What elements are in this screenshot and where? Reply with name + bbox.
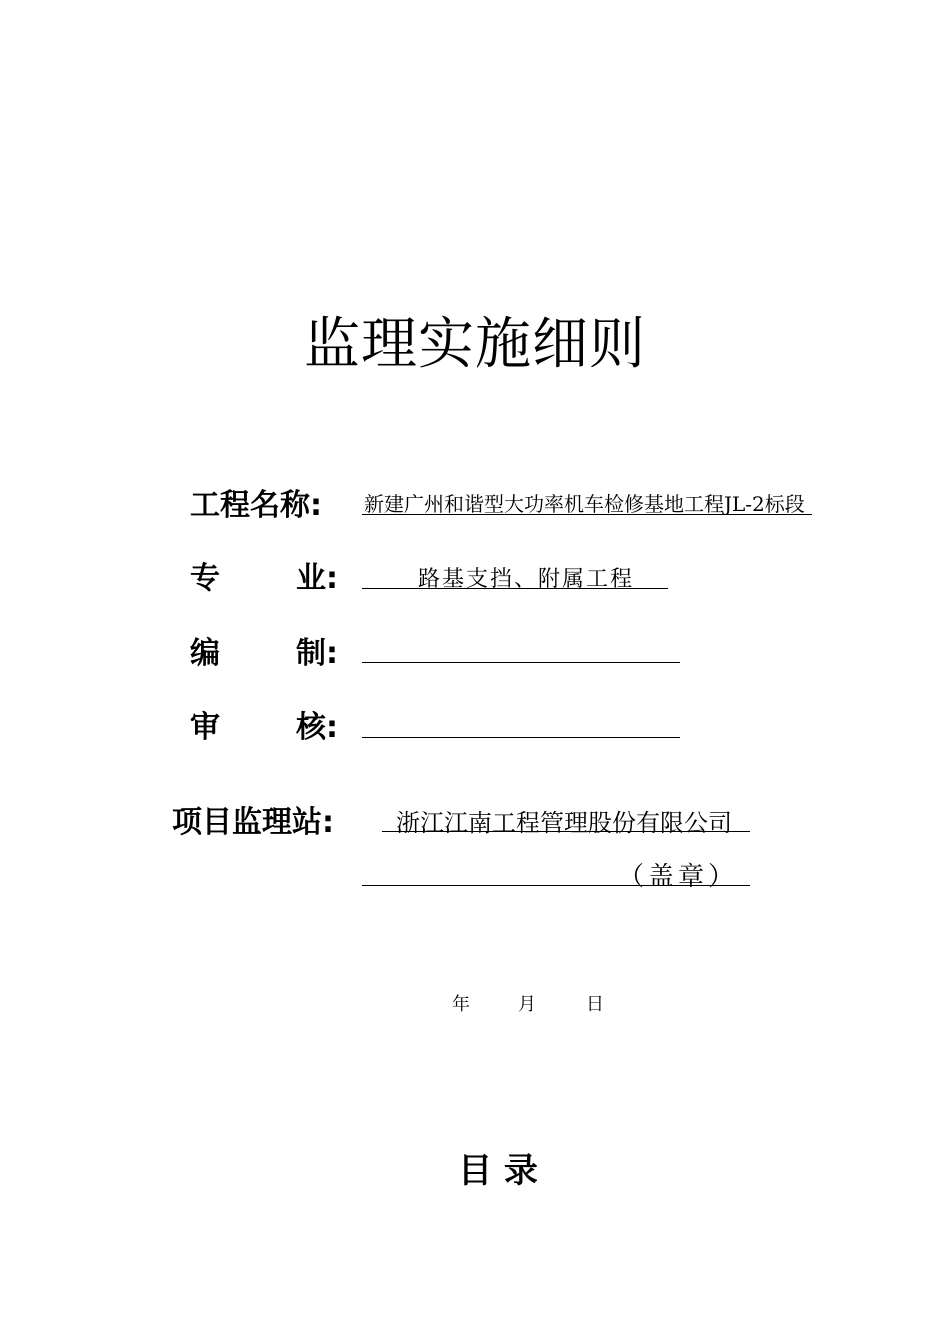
seal-underline — [362, 884, 750, 886]
supervision-station-label: 项目监理站: — [172, 805, 334, 840]
seal-text: （盖章） — [618, 862, 739, 892]
reviewed-by-label-first: 审 — [190, 710, 220, 745]
reviewed-by-underline — [362, 736, 680, 738]
supervision-station-value: 浙江江南工程管理股份有限公司 — [396, 809, 732, 837]
date-month: 月 — [518, 994, 536, 1015]
reviewed-by-label-second: 核: — [296, 710, 338, 745]
compiled-by-label-first: 编 — [190, 636, 220, 671]
date-year: 年 — [452, 994, 470, 1015]
specialty-value: 路基支挡、附属工程 — [418, 567, 635, 592]
compiled-by-label-second: 制: — [296, 636, 338, 671]
specialty-label-first: 专 — [190, 561, 220, 596]
project-name-value: 新建广州和谐型大功率机车检修基地工程JL-2标段 — [364, 492, 805, 516]
specialty-label-second: 业: — [296, 561, 338, 596]
project-name-underline — [362, 513, 812, 515]
document-title: 监理实施细则 — [304, 312, 646, 377]
project-name-label: 工程名称: — [190, 488, 322, 523]
date-day: 日 — [586, 994, 604, 1015]
supervision-station-underline — [382, 830, 750, 832]
toc-title: 目 录 — [458, 1151, 538, 1191]
specialty-underline — [362, 587, 668, 589]
compiled-by-underline — [362, 661, 680, 663]
